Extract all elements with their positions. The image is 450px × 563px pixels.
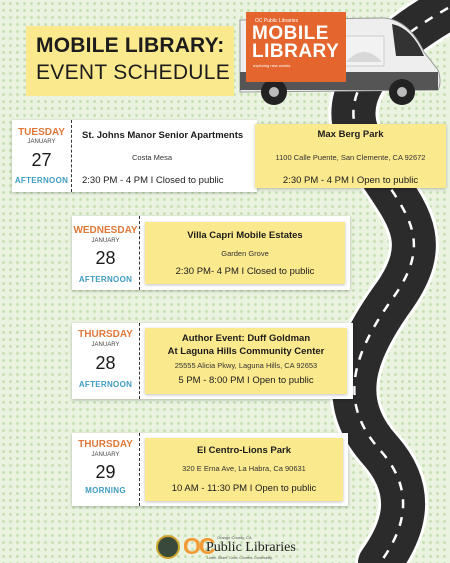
time-of-day: AFTERNOON	[78, 275, 133, 284]
event-detail-el-centro	[145, 438, 343, 501]
month-label: JANUARY	[91, 342, 120, 348]
date-column	[72, 216, 140, 290]
footer-library-name: Public Libraries	[206, 540, 296, 555]
van-subtitle: OC Public Libraries	[255, 18, 299, 24]
event-card-tuesday	[12, 120, 257, 192]
footer-county-label: Orange County, CA	[217, 535, 252, 540]
venue-address: Garden Grove	[221, 249, 269, 258]
day-number: 29	[95, 462, 116, 482]
time-of-day: AFTERNOON	[78, 380, 133, 389]
date-column	[72, 433, 140, 506]
event-detail-villa-capri	[145, 222, 345, 284]
title-box	[26, 26, 234, 96]
venue-address: 320 E Erna Ave, La Habra, Ca 90631	[182, 464, 306, 473]
venue-name: Author Event: Duff Goldman	[181, 333, 311, 344]
month-label: JANUARY	[27, 139, 56, 145]
oc-logo-mark: OC	[183, 533, 214, 559]
date-column	[12, 120, 72, 192]
event-time: 5 PM - 8:00 PM I Open to public	[178, 375, 314, 386]
month-label: JANUARY	[91, 238, 120, 244]
month-label: JANUARY	[91, 452, 120, 458]
date-column	[72, 323, 140, 399]
page-subtitle: EVENT SCHEDULE	[36, 61, 231, 84]
van-title-2: LIBRARY	[252, 41, 340, 62]
day-number: 27	[31, 150, 52, 170]
time-of-day: MORNING	[85, 486, 126, 495]
venue-name: El Centro-Lions Park	[197, 445, 291, 456]
county-seal-logo	[156, 535, 180, 559]
event-detail-author-event	[145, 328, 347, 394]
event-time: 2:30 PM - 4 PM I Closed to public	[82, 175, 224, 186]
time-of-day: AFTERNOON	[14, 176, 69, 185]
page-title: MOBILE LIBRARY:	[36, 34, 225, 57]
venue-address: 1100 Calle Puente, San Clemente, CA 92672	[275, 153, 426, 162]
day-number: 28	[95, 248, 116, 268]
venue-name: Villa Capri Mobile Estates	[187, 230, 303, 241]
venue-address: Costa Mesa	[132, 153, 173, 162]
venue-name: St. Johns Manor Senior Apartments	[82, 130, 244, 141]
footer-tagline: Learn. Share. Grow. Connect. Community.	[207, 556, 273, 560]
event-time: 10 AM - 11:30 PM I Open to public	[171, 483, 317, 494]
event-time: 2:30 PM - 4 PM I Open to public	[282, 175, 419, 186]
van-tagline: exploring new worlds	[253, 63, 291, 68]
venue-name: Max Berg Park	[317, 129, 384, 140]
van-title-1: MOBILE	[252, 23, 329, 44]
day-of-week: THURSDAY	[78, 329, 133, 340]
day-of-week: WEDNESDAY	[73, 225, 138, 236]
day-of-week: THURSDAY	[78, 439, 133, 450]
event-card-max-berg	[255, 124, 446, 188]
event-time: 2:30 PM- 4 PM I Closed to public	[175, 266, 315, 277]
day-number: 28	[95, 353, 116, 373]
venue-address: 25555 Alicia Pkwy, Laguna Hills, CA 92653	[174, 361, 318, 370]
day-of-week: TUESDAY	[18, 127, 65, 138]
venue-location: At Laguna Hills Community Center	[167, 346, 325, 357]
